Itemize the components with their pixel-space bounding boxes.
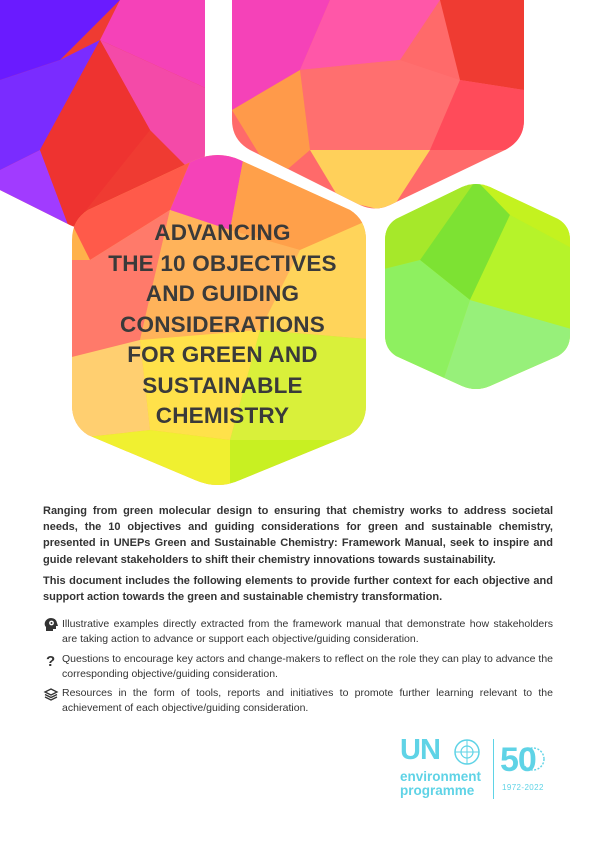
- bullet-text: Questions to encourage key actors and change-makers to reflect on the role they can play to advance the corresponding objective/guiding consideration.: [62, 653, 553, 681]
- head-gear-icon: [43, 617, 59, 633]
- elements-intro-paragraph: This document includes the following elements to provide further context for each objective and support action towards the green and sustainable chemistry transformation.: [43, 575, 553, 604]
- logo-un: UN: [400, 734, 440, 766]
- anniversary-wreath-icon: [519, 745, 547, 773]
- logo-environment-programme: [400, 770, 481, 798]
- question-mark-icon: [43, 652, 59, 668]
- logo-fifty: 50: [500, 741, 536, 779]
- title-line: THE 10 OBJECTIVES: [108, 250, 337, 276]
- logo-env-line1: environment: [400, 769, 482, 784]
- title-line: CONSIDERATIONS: [120, 311, 325, 337]
- title-line: ADVANCING: [154, 220, 291, 245]
- un-emblem-icon: [452, 737, 482, 767]
- bullet-examples: [43, 617, 553, 647]
- logo-env-line2: programme: [400, 783, 475, 798]
- title-line: CHEMISTRY: [155, 403, 290, 428]
- title-line: FOR GREEN AND: [127, 342, 318, 367]
- bullet-resources: [43, 686, 553, 716]
- books-icon: [43, 686, 59, 702]
- intro-paragraph: Ranging from green molecular design to ensuring that chemistry works to address societal needs, the 10 objectives and guiding considerations for green and sustainable chemistry, presented in UNEPs Green and Sustainable Chemistry: Framework Manual, seek to inspire and guide relevant stakeholders to shift their chemistry innovations towards sustainability.: [43, 505, 553, 566]
- logo-divider: [493, 739, 494, 799]
- bullet-text: Resources in the form of tools, reports and initiatives to promote further learning relevant to the achievement of each objective/guiding consideration.: [62, 687, 553, 715]
- svg-text:?: ?: [46, 653, 56, 668]
- bullet-questions: [43, 652, 553, 682]
- logo-years: 1972-2022: [502, 783, 544, 792]
- page-title: [70, 218, 375, 432]
- hexagon-green: [380, 180, 575, 395]
- title-line: SUSTAINABLE: [142, 372, 303, 398]
- title-line: AND GUIDING: [145, 281, 300, 306]
- bullet-text: Illustrative examples directly extracted from the framework manual that demonstrate how stakeholders are taking action to advance or support each objective/guiding consideration.: [62, 618, 553, 646]
- unep-50-logo: [400, 734, 560, 803]
